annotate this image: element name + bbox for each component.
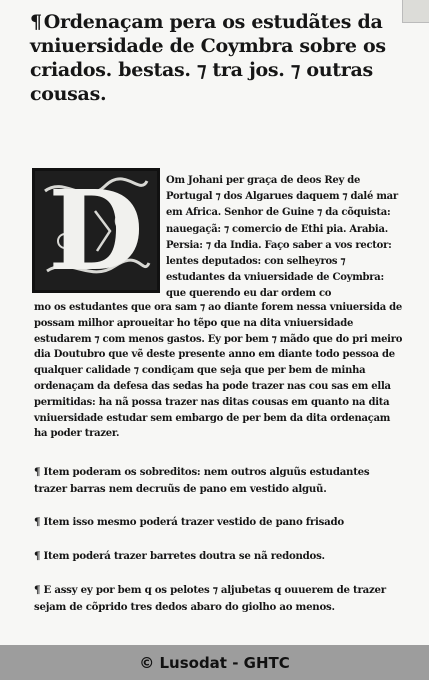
- opening-paragraph-lower: mo os estudantes que ora sam ⁊ ao diante forem nessa vniuersida de possam milhor aproueitar ho tẽpo que na dita vniuersidade estudarem ⁊ com menos gastos. Ey por bem ⁊ mãdo que do pri meiro dia Doutubro que vẽ deste presente anno em diante todo pessoa de qualquer calidade ⁊ condiçam que seja que per bem de minha ordenaçam da defesa das sedas ha pode trazer nas cou sas em ella permitidas: ha nã possa trazer nas ditas cousas em quanto na dita vniuersidade estudar sem embargo de per bem da dita ordenaçam ha poder trazer.: [34, 302, 403, 440]
- decorated-initial-letter: [32, 165, 160, 295]
- item-paragraph: ¶ Item isso mesmo poderá trazer vestido de pano frisado: [34, 516, 344, 528]
- copyright-bar: [0, 645, 429, 680]
- item-paragraph: ¶ Item poderam os sobreditos: nem outros alguũs estudantes trazer barras nem decruũs de pano em vestido alguũ.: [34, 466, 370, 495]
- page-corner-fold: [402, 0, 429, 23]
- opening-paragraph-upper: Om Johani per graça de deos Rey de Portugal ⁊ dos Algarues daquem ⁊ dalé mar em Africa. Senhor de Guine ⁊ da cõquista: nauegaçã: ⁊ comercio de Ethi pia. Arabia. Persia: ⁊ da India. Faço saber a vos rector: lentes deputados: con selheyros ⁊ estudantes da vniuersidade de Coymbra: que querendo eu dar ordem co: [166, 175, 398, 300]
- document-title: [30, 10, 390, 106]
- item-paragraph: ¶ E assy ey por bem q os pelotes ⁊ aljubetas q ouuerem de trazer sejam de cõprido tres dedos abaro do giolho ao menos.: [34, 584, 386, 613]
- copyright-credit: © Lusodat - GHTC: [139, 653, 290, 672]
- pilcrow-mark: ¶: [30, 11, 42, 33]
- initial-letter: D: [48, 165, 144, 295]
- item-paragraph: ¶ Item poderá trazer barretes doutra se nã redondos.: [34, 550, 325, 562]
- title-text: Ordenaçam pera os estudãtes da vniuersidade de Coymbra sobre os criados. bestas. ⁊ tra jos. ⁊ outras cousas.: [30, 11, 386, 105]
